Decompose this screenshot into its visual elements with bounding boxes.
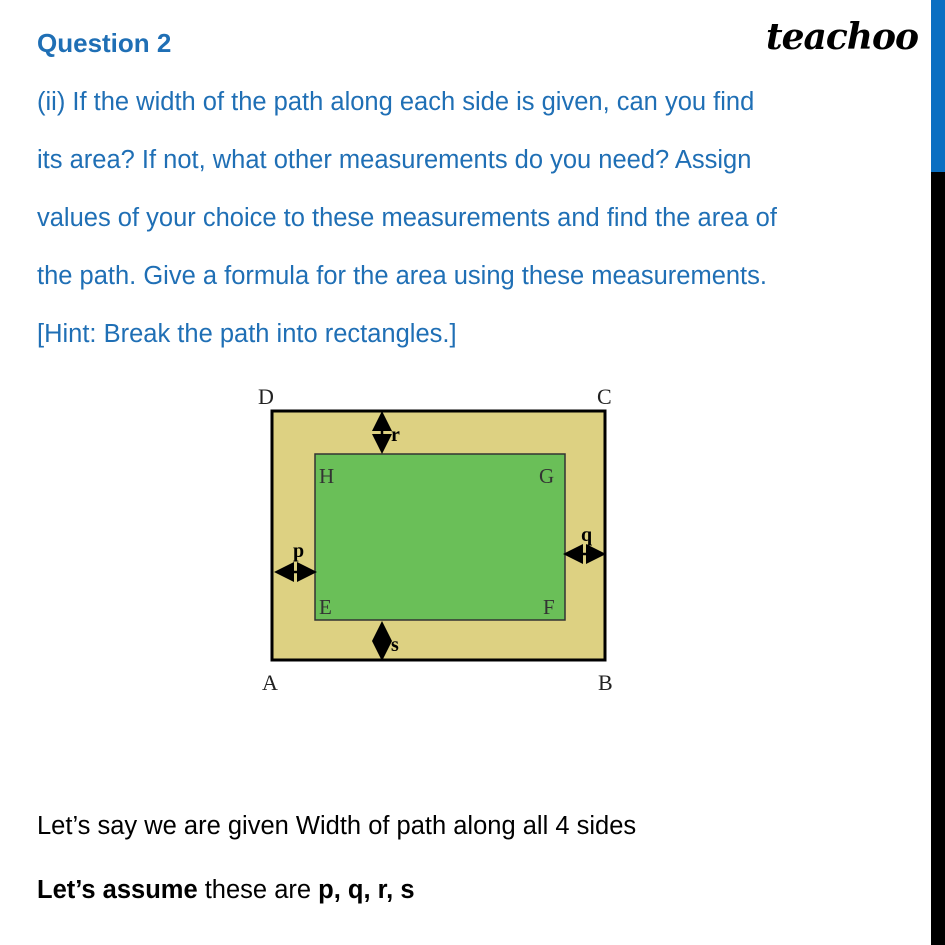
question-text-line: values of your choice to these measurements and find the area of xyxy=(37,204,777,232)
answer-text: these are xyxy=(197,876,319,904)
answer-line-1: Let’s say we are given Width of path along all 4 sides xyxy=(37,812,637,840)
label-p: p xyxy=(293,540,305,562)
scrollbar-track[interactable] xyxy=(931,172,945,945)
question-hint-line: [Hint: Break the path into rectangles.] xyxy=(37,320,457,348)
label-g: G xyxy=(539,464,555,488)
label-e: E xyxy=(319,595,332,619)
question-title: Question 2 xyxy=(37,28,172,58)
question-text-line: its area? If not, what other measurements do you need? Assign xyxy=(37,146,752,174)
label-a: A xyxy=(262,670,278,695)
label-f: F xyxy=(543,595,555,619)
label-s: s xyxy=(391,634,399,656)
question-text-line: the path. Give a formula for the area using these measurements. xyxy=(37,262,767,290)
label-h: H xyxy=(319,464,335,488)
label-b: B xyxy=(598,670,613,695)
label-d: D xyxy=(258,384,274,409)
answer-variables: p, q, r, s xyxy=(318,876,415,904)
teachoo-logo: teachoo xyxy=(766,16,918,58)
question-text-line: (ii) If the width of the path along each side is given, can you find xyxy=(37,88,755,116)
label-c: C xyxy=(597,384,612,409)
label-q: q xyxy=(581,524,593,546)
scrollbar-thumb[interactable] xyxy=(931,0,945,172)
answer-emphasis: Let’s assume xyxy=(37,876,198,904)
label-r: r xyxy=(391,424,400,446)
inner-rectangle-efgh xyxy=(315,454,565,620)
answer-line-2 xyxy=(37,876,415,905)
